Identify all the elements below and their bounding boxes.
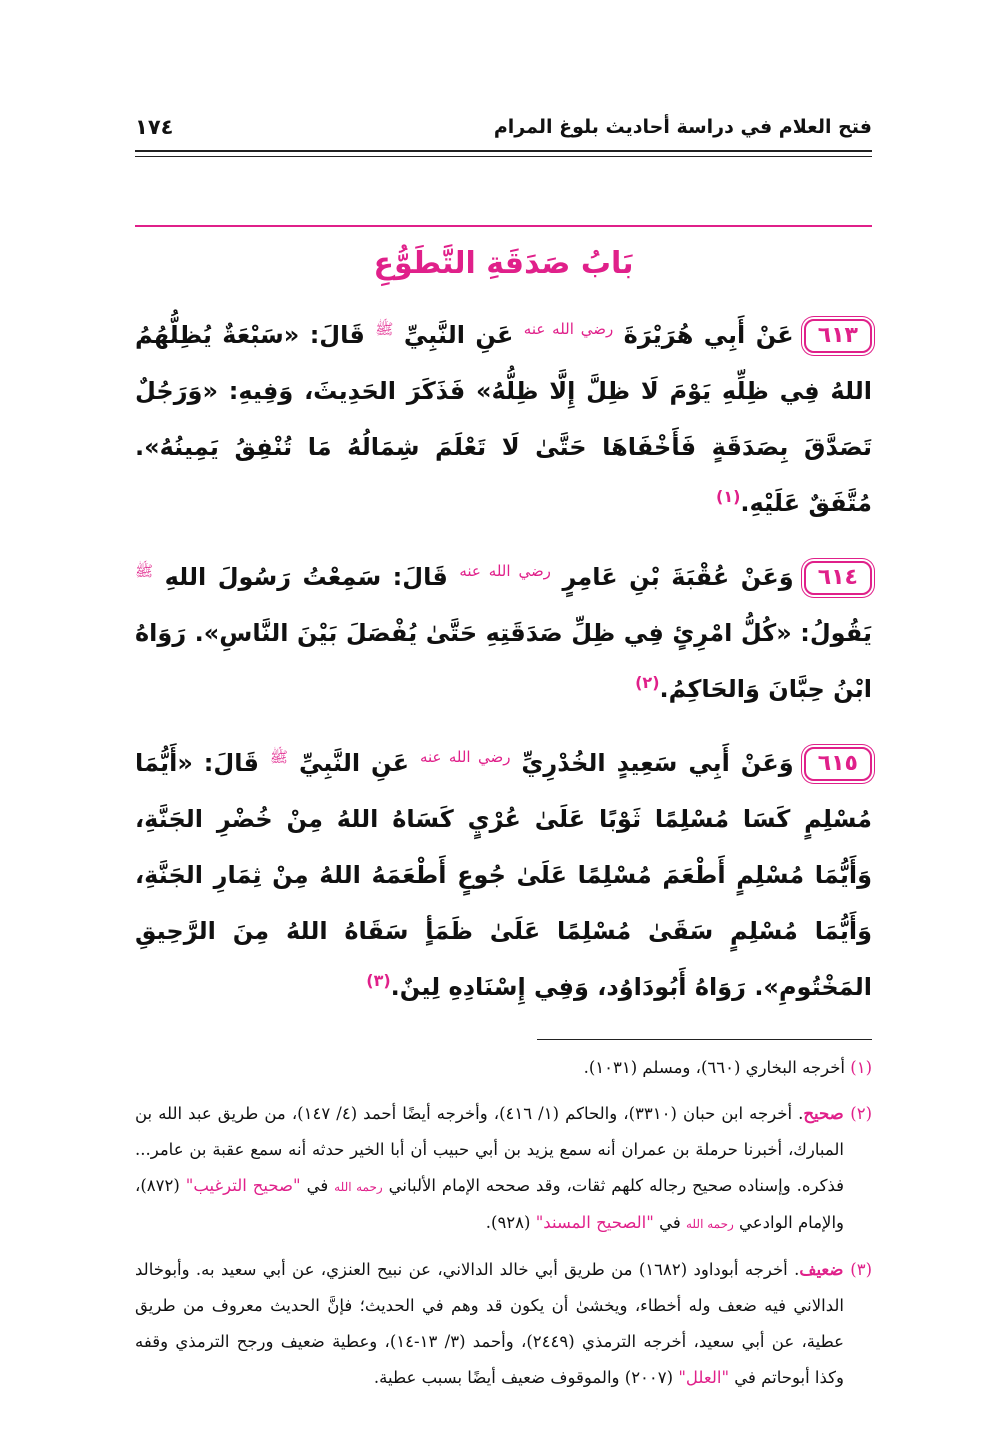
footnote-ref: (٣) — [366, 971, 391, 990]
text-segment: (٨٧٢)، والإمام الوادعي — [135, 1176, 844, 1232]
text-segment: وَعَنْ عُقْبَةَ بْنِ عَامِرٍ — [550, 563, 794, 591]
footnote-ref: (٢) — [635, 673, 660, 692]
footnote-number: (٣) — [850, 1260, 872, 1279]
footnote-1 — [135, 1050, 872, 1086]
text-segment: قَالَ: «سَبْعَةٌ يُظِلُّهُمُ اللهُ فِي ظِلِّهِ يَوْمَ لَا ظِلَّ إِلَّا ظِلُّهُ» فَذَكَرَ الحَدِيثَ، وَفِيهِ: «وَرَجُلٌ تَصَدَّقَ بِصَدَقَةٍ فَأَخْفَاهَا حَتَّىٰ لَا تَعْلَمَ شِمَالُهُ مَا تُنْفِقُ يَمِينُهُ». مُتَّفَقٌ عَلَيْهِ. — [135, 321, 872, 517]
page-body — [135, 0, 872, 1436]
honorific: رضي الله عنه — [419, 748, 511, 766]
honorific: رحمه الله — [334, 1180, 383, 1194]
text-segment: عَنْ أَبِي هُرَيْرَةَ — [613, 321, 794, 349]
text-segment: (٢٠٠٧) والموقوف ضعيف أيضًا بسبب عطية. — [373, 1368, 679, 1387]
header-divider — [135, 150, 872, 157]
chapter-title: بَابُ صَدَقَةِ التَّطَوُّعِ — [373, 246, 634, 281]
footnote-2 — [135, 1096, 872, 1242]
text-segment: قَالَ: «أَيُّمَا مُسْلِمٍ كَسَا مُسْلِمًا ثَوْبًا عَلَىٰ عُرْيٍ كَسَاهُ اللهُ مِنْ خُضْرِ الجَنَّةِ، وَأَيُّمَا مُسْلِمٍ أَطْعَمَ مُسْلِمًا عَلَىٰ جُوعٍ أَطْعَمَهُ اللهُ مِنْ ثِمَارِ الجَنَّةِ، وَأَيُّمَا مُسْلِمٍ سَقَىٰ مُسْلِمًا عَلَىٰ ظَمَأٍ سَقَاهُ اللهُ مِنَ الرَّحِيقِ المَخْتُومِ». رَوَاهُ أَبُودَاوُد، وَفِي إِسْنَادِهِ لِينٌ. — [135, 749, 872, 1001]
book-reference: "صحيح الترغيب" — [185, 1176, 301, 1195]
text-segment: عَنِ النَّبِيِّ — [288, 749, 420, 777]
honorific: ﷺ — [269, 748, 289, 766]
text-segment: عَنِ النَّبِيِّ — [393, 321, 524, 349]
footnote-3 — [135, 1252, 872, 1396]
hadith-number: ٦١٤ — [804, 561, 872, 595]
honorific: ﷺ — [135, 562, 154, 580]
honorific: رحمه الله — [686, 1217, 734, 1231]
chapter-divider — [135, 225, 872, 227]
grading-label: صحيح — [803, 1104, 851, 1123]
footnote-number: (٢) — [850, 1104, 872, 1123]
text-segment: أخرجه البخاري (٦٦٠)، ومسلم (١٠٣١). — [583, 1058, 851, 1077]
book-reference: "العلل" — [678, 1368, 730, 1387]
honorific: رضي الله عنه — [459, 562, 551, 580]
text-segment: . أخرجه ابن حبان (٣٣١٠)، والحاكم (١/ ٤١٦)، وأخرجه أيضًا أحمد (٤/ ١٤٧)، من طريق عبد الله بن المبارك، أخبرنا حرملة بن عمران أنه سمع يزيد بن أبي حبيب أن أبا الخير حدثه أنه سمع عقبة بن عامر... فذكره. وإسناده صحيح رجاله كلهم ثقات، وقد صححه الإمام الألباني — [135, 1104, 845, 1195]
text-segment: قَالَ: سَمِعْتُ رَسُولَ اللهِ — [153, 563, 460, 591]
text-segment: في — [653, 1213, 686, 1232]
running-header — [135, 112, 872, 142]
text-segment: . أخرجه أبوداود (١٦٨٢) من طريق أبي خالد الدالاني، عن نبيح العنزي، عن أبي سعيد به. وأبوخالد الدالاني فيه ضعف وله أخطاء، ويخشىٰ أن يكون قد وهم في الحديث؛ فإنَّ الحديث معروف من طريق عطية، عن أبي سعيد، أخرجه الترمذي (٢٤٤٩)، وأحمد (٣/ ١٣-١٤)، وعطية ضعيف ورجح الترمذي وقفه وكذا أبوحاتم في — [135, 1260, 844, 1387]
hadith-614 — [135, 549, 872, 717]
text-segment: في — [300, 1176, 335, 1195]
honorific: رضي الله عنه — [523, 320, 614, 338]
text-segment: وَعَنْ أَبِي سَعِيدٍ الخُدْرِيِّ — [510, 749, 794, 777]
hadith-613 — [135, 307, 872, 531]
hadith-number: ٦١٥ — [804, 747, 872, 781]
book-reference: "الصحيح المسند" — [535, 1213, 654, 1232]
text-segment: يَقُولُ: «كُلُّ امْرِئٍ فِي ظِلِّ صَدَقَتِهِ حَتَّىٰ يُفْصَلَ بَيْنَ النَّاسِ». رَوَاهُ ابْنُ حِبَّانَ وَالحَاكِمُ. — [135, 619, 872, 703]
grading-label: ضعيف — [799, 1260, 851, 1279]
footnote-separator — [537, 1039, 872, 1040]
footnote-ref: (١) — [716, 487, 741, 506]
honorific: ﷺ — [375, 320, 394, 338]
hadith-615 — [135, 735, 872, 1015]
text-segment: (٩٢٨). — [485, 1213, 536, 1232]
hadith-number: ٦١٣ — [804, 319, 872, 353]
page-number: ١٧٤ — [135, 115, 174, 139]
book-title: فتح العلام في دراسة أحاديث بلوغ المرام — [493, 116, 872, 138]
footnote-number: (١) — [850, 1058, 872, 1077]
